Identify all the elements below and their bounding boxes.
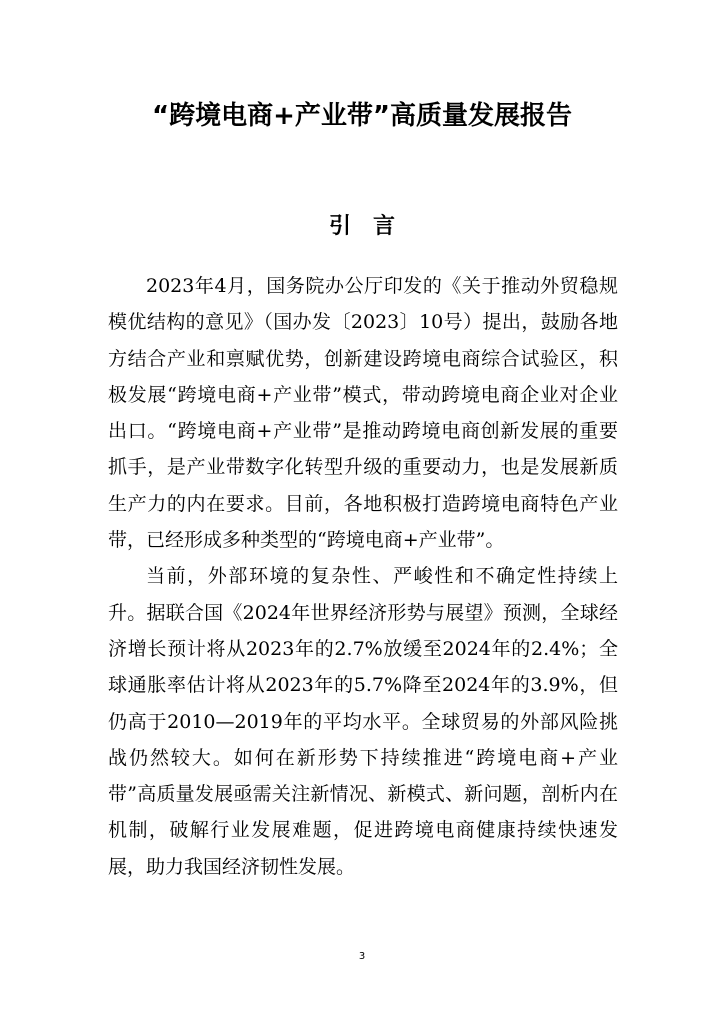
section-heading: 引言: [328, 214, 417, 239]
document-title: “跨境电商+产业带”高质量发展报告: [152, 101, 572, 131]
paragraph-intro-context: 当前，外部环境的复杂性、严峻性和不确定性持续上升。据联合国《2024年世界经济形势与展望》预测，全球经济增长预计将从2023年的2.7%放缓至2024年的2.4%；全球通胀率估计将从2023年的5.7%降至2024年的3.9%，但仍高于2010—2019年的平均水平。全球贸易的外部风险挑战仍然较大。如何在新形势下持续推进“跨境电商+产业带”高质量发展亟需关注新情况、新模式、新问题，剖析内在机制，破解行业发展难题，促进跨境电商健康持续快速发展，助力我国经济韧性发展。: [108, 565, 618, 878]
paragraph-intro-policy: 2023年4月，国务院办公厅印发的《关于推动外贸稳规模优结构的意见》（国办发〔2023〕10号）提出，鼓励各地方结合产业和禀赋优势，创新建设跨境电商综合试验区，积极发展“跨境电商+产业带”模式，带动跨境电商企业对企业出口。“跨境电商+产业带”是推动跨境电商创新发展的重要抓手，是产业带数字化转型升级的重要动力，也是发展新质生产力的内在要求。目前，各地积极打造跨境电商特色产业带，已经形成多种类型的“跨境电商+产业带”。: [108, 275, 618, 552]
body-text: [108, 268, 618, 885]
page-number: 3: [358, 951, 366, 962]
